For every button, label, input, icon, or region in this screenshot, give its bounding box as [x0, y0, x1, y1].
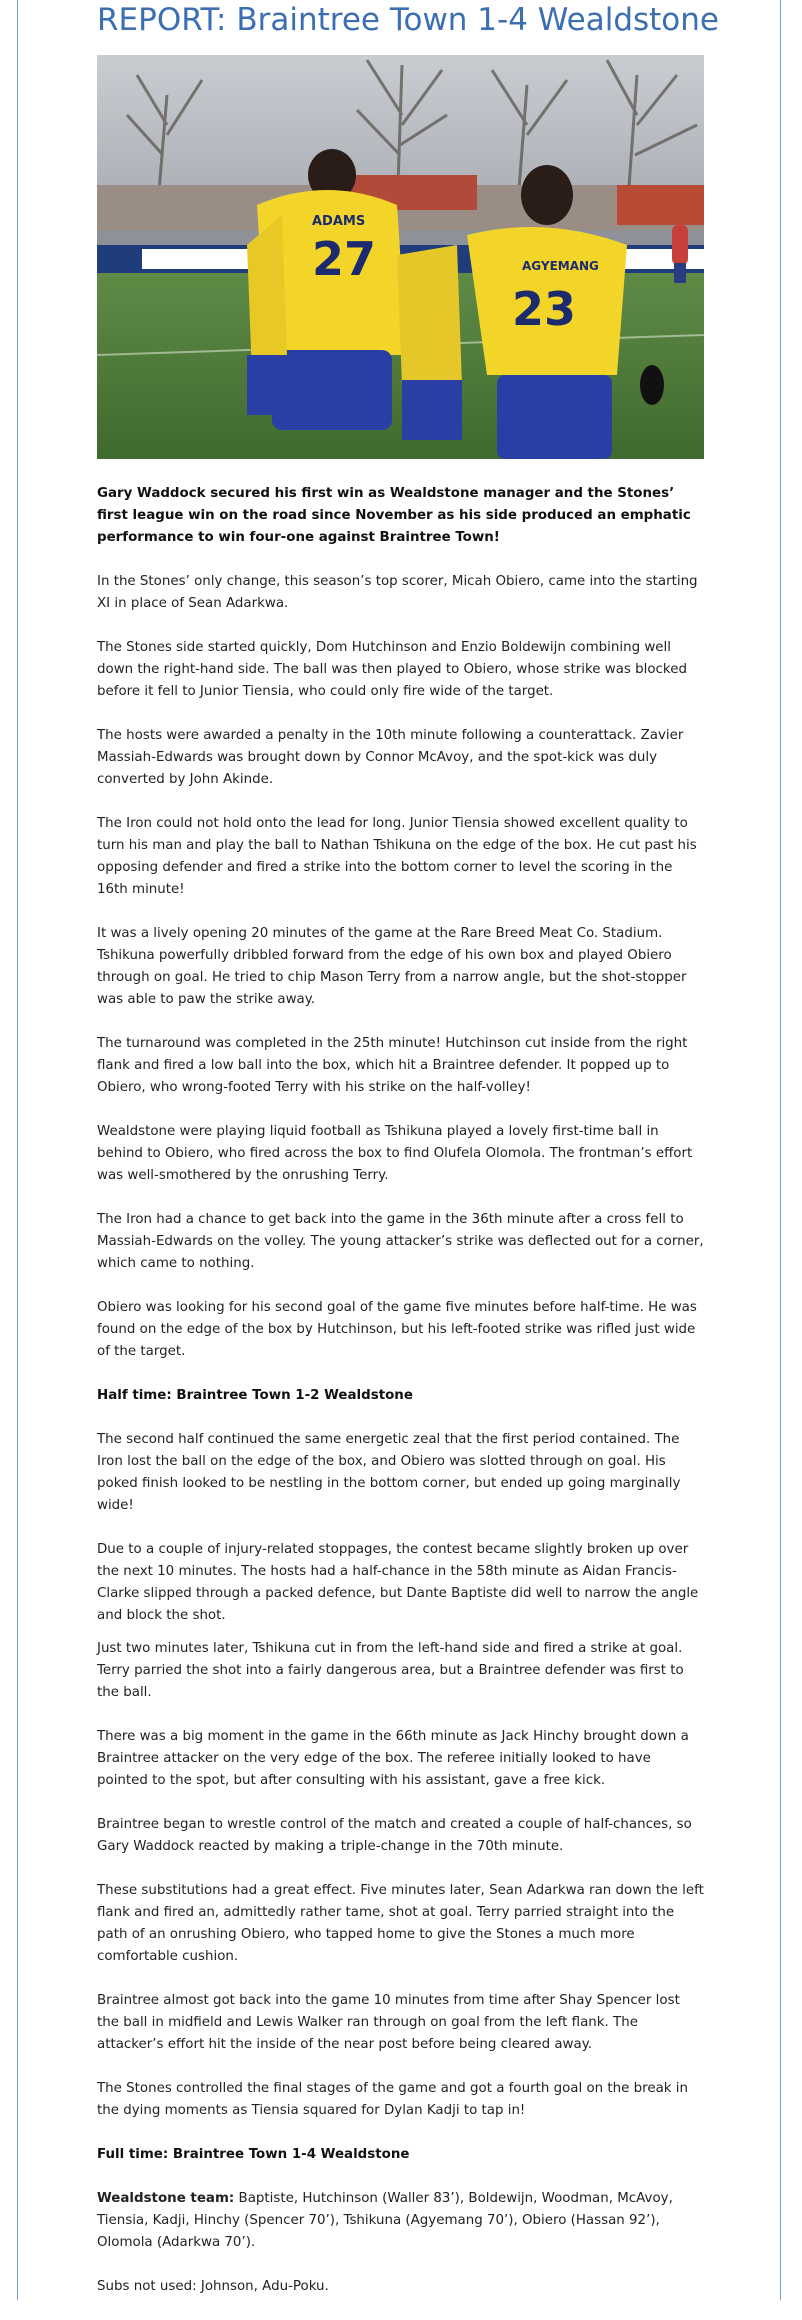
paragraph: Wealdstone were playing liquid football as Tshikuna played a lovely first-time ball in behind to Obiero, who fired across the box to find Olufela Olomola. The frontman’s effort was well-smothered by the onrushing Terry. — [97, 1124, 693, 1183]
article-body — [97, 483, 704, 2298]
paragraph: The Iron had a chance to get back into the game in the 36th minute after a cross fell to Massiah-Edwards on the volley. The young attacker’s strike was deflected out for a corner, which came to nothing. — [97, 1212, 704, 1271]
shirt-name-right: AGYEMANG — [522, 259, 599, 273]
article-lead: Gary Waddock secured his first win as Wealdstone manager and the Stones’ first league win on the road since November as his side produced an emphatic performance to win four-one against Braintree Town! — [97, 486, 691, 545]
subs-not-used: Subs not used: Johnson, Adu-Poku. — [97, 2279, 329, 2294]
half-time-score: Half time: Braintree Town 1-2 Wealdstone — [97, 1388, 413, 1403]
team-list: Baptiste, Hutchinson (Waller 83’), Boldewijn, Woodman, McAvoy, Tiensia, Kadji, Hinchy (Spencer 70’), Tshikuna (Agyemang 70’), Obiero (Hassan 92’), Olomola (Adarkwa 70’). — [97, 2191, 673, 2250]
paragraph: Just two minutes later, Tshikuna cut in from the left-hand side and fired a strike at goal. Terry parried the shot into a fairly dangerous area, but a Braintree defender was first to the ball. — [97, 1641, 684, 1700]
page-title: REPORT: Braintree Town 1-4 Wealdstone — [97, 2, 719, 38]
paragraph: Braintree began to wrestle control of the match and created a couple of half-chances, so Gary Waddock reacted by making a triple-change in the 70th minute. — [97, 1817, 692, 1854]
team-lineup — [97, 2188, 704, 2254]
paragraph: These substitutions had a great effect. Five minutes later, Sean Adarkwa ran down the left flank and fired an, admittedly rather tame, shot at goal. Terry parried straight into the path of an onrushing Obiero, who tapped home to give the Stones a much more comfortable cushion. — [97, 1883, 704, 1964]
team-label: Wealdstone team: — [97, 2191, 235, 2206]
shirt-name-left: ADAMS — [312, 214, 366, 229]
paragraph: The second half continued the same energetic zeal that the first period contained. The Iron lost the ball on the edge of the box, and Obiero was slotted through on goal. His poked finish looked to be nestling in the bottom corner, but ended up going marginally wide! — [97, 1432, 681, 1513]
paragraph: The hosts were awarded a penalty in the 10th minute following a counterattack. Zavier Massiah-Edwards was brought down by Connor McAvoy, and the spot-kick was duly converted by John Akinde. — [97, 728, 684, 787]
shirt-number-left: 27 — [312, 232, 377, 286]
paragraph: Obiero was looking for his second goal of the game five minutes before half-time. He was found on the edge of the box by Hutchinson, but his left-footed strike was rifled just wide of the target. — [97, 1300, 697, 1359]
paragraph: There was a big moment in the game in the 66th minute as Jack Hinchy brought down a Braintree attacker on the very edge of the box. The referee initially looked to have pointed to the spot, but after consulting with his assistant, gave a free kick. — [97, 1729, 689, 1788]
paragraph: It was a lively opening 20 minutes of the game at the Rare Breed Meat Co. Stadium. Tshikuna powerfully dribbled forward from the edge of his own box and played Obiero through on goal. He tried to chip Mason Terry from a narrow angle, but the shot-stopper was able to paw the strike away. — [97, 926, 687, 1007]
match-photo — [97, 55, 704, 459]
article-container — [97, 0, 719, 2320]
full-time-score: Full time: Braintree Town 1-4 Wealdstone — [97, 2147, 410, 2162]
paragraph: Due to a couple of injury-related stoppages, the contest became slightly broken up over the next 10 minutes. The hosts had a half-chance in the 58th minute as Aidan Francis-Clarke slipped through a packed defence, but Dante Baptiste did well to narrow the angle and block the shot. — [97, 1542, 699, 1623]
shirt-number-right: 23 — [512, 282, 577, 336]
paragraph: The Stones side started quickly, Dom Hutchinson and Enzio Boldewijn combining well down the right-hand side. The ball was then played to Obiero, whose strike was blocked before it fell to Junior Tiensia, who could only fire wide of the target. — [97, 640, 687, 699]
paragraph: In the Stones’ only change, this season’s top scorer, Micah Obiero, came into the starting XI in place of Sean Adarkwa. — [97, 574, 698, 611]
paragraph: The Stones controlled the final stages of the game and got a fourth goal on the break in the dying moments as Tiensia squared for Dylan Kadji to tap in! — [97, 2081, 688, 2118]
paragraph: The turnaround was completed in the 25th minute! Hutchinson cut inside from the right flank and fired a low ball into the box, which hit a Braintree defender. It popped up to Obiero, who wrong-footed Terry with his strike on the half-volley! — [97, 1036, 688, 1095]
paragraph: The Iron could not hold onto the lead for long. Junior Tiensia showed excellent quality to turn his man and play the ball to Nathan Tshikuna on the edge of the box. He cut past his opposing defender and fired a strike into the bottom corner to level the scoring in the 16th minute! — [97, 816, 697, 897]
paragraph: Braintree almost got back into the game 10 minutes from time after Shay Spencer lost the ball in midfield and Lewis Walker ran through on goal from the left flank. The attacker’s effort hit the inside of the near post before being cleared away. — [97, 1993, 680, 2052]
